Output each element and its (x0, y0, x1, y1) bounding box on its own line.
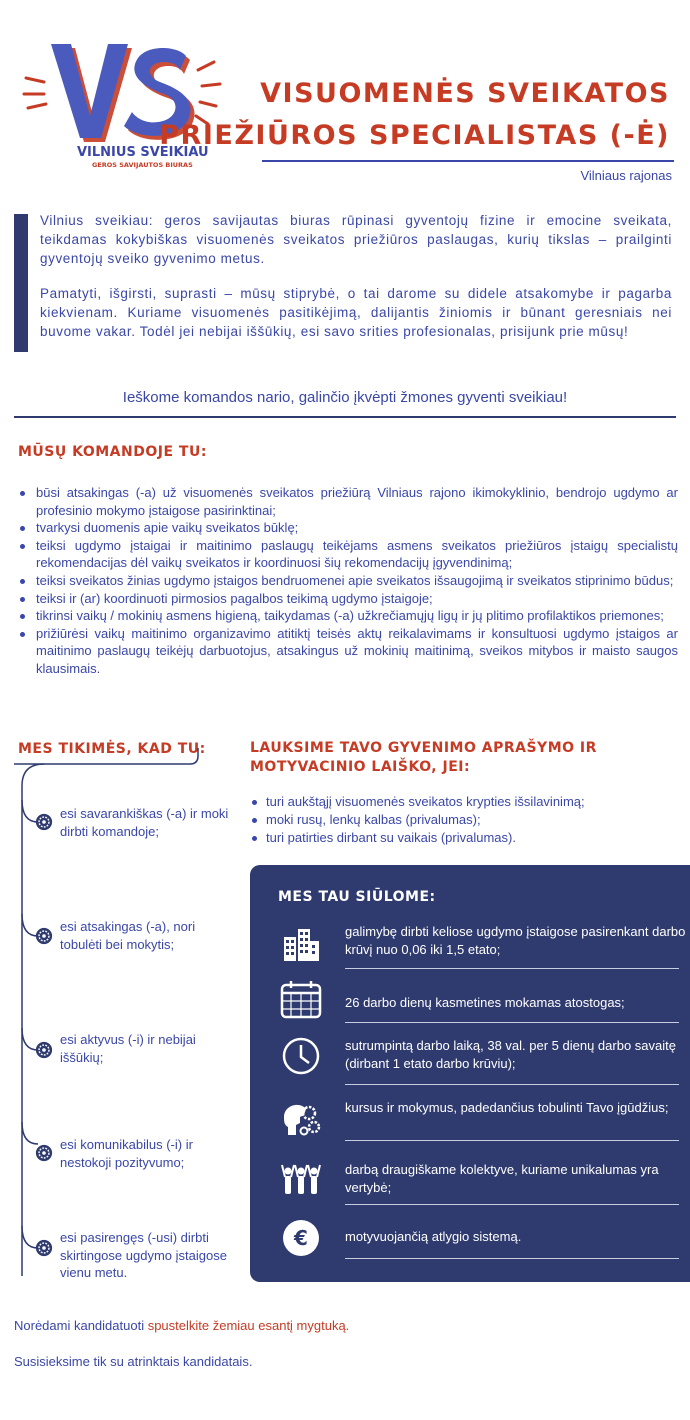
expect-item: esi savarankiškas (-a) ir moki dirbti komandoje; (60, 806, 229, 839)
contact-note: Susisieksime tik su atrinktais kandidatais. (14, 1354, 253, 1369)
vilnius-sveikiau-logo (22, 40, 232, 180)
list-item: būsi atsakingas (-a) už visuomenės sveikatos priežiūrą Vilniaus rajono ikimokyklinio, bendrojo ugdymo ar profesinio mokymo įstaigose pasirinktinai; (18, 484, 678, 519)
offer-heading: MES TAU SIŪLOME: (278, 889, 436, 905)
list-item: teiksi ugdymo įstaigai ir maitinimo paslaugų teikėjams asmens sveikatos priežiūros įstaigų specialistų rekomendacijas dėl vaikų sveikatos ir koordinuosi šių rekomendacijų įgyvendinimą; (18, 537, 678, 572)
job-title-line-1: VISUOMENĖS SVEIKATOS (260, 78, 670, 109)
apply-instructions-text: Norėdami kandidatuoti (14, 1318, 148, 1333)
euro-icon (280, 1217, 322, 1259)
offer-item-text: 26 darbo dienų kasmetines mokamas atostogas; (345, 995, 625, 1010)
offer-item-text: darbą draugiškame kolektyve, kuriame unikalumas yra vertybė; (345, 1162, 659, 1195)
expect-item: esi pasirengęs (-usi) dirbti skirtingose ugdymo įstaigose vienu metu. (60, 1230, 227, 1280)
apply-instructions (14, 1318, 349, 1333)
list-item: prižiūrėsi vaikų maitinimo organizavimo atitiktį teisės aktų reikalavimams ir konsultuosi ugdymo įstaigos ar maitinimo paslaugų teikėjų darbuotojus, atsakingus už mokinių maitinimą, sveikos mitybos ir maisto saugos klausimais. (18, 625, 678, 678)
responsibilities-list (18, 484, 678, 678)
list-item: teiksi sveikatos žinias ugdymo įstaigos bendruomenei apie sveikatos išsaugojimą ir sveikatos stiprinimo būdus; (18, 572, 678, 590)
list-item: tikrinsi vaikų / mokinių asmens higieną, taikydamas (-a) užkrečiamųjų ligų ir jų plitimo profilaktikos priemones; (18, 607, 678, 625)
intro-paragraph-1: Vilnius sveikiau: geros savijautas biuras rūpinasi gyventojų fizine ir emocine sveikata, teikdamas kokybiškas visuomenės sveikatos priežiūros paslaugas, kurių tikslas – prailginti gyventojų sveiko gyvenimo metus. (40, 213, 672, 266)
offer-item-text: sutrumpintą darbo laiką, 38 val. per 5 dienų darbo savaitę (dirbant 1 etato darbo krūviu); (345, 1038, 676, 1071)
expect-item: esi komunikabilus (-i) ir nestokoji pozityvumo; (60, 1137, 193, 1170)
offer-divider (345, 968, 679, 969)
list-item: turi patirties dirbant su vaikais (privalumas). (250, 829, 680, 847)
calendar-icon (280, 979, 322, 1021)
gear-bullet-icon (35, 1144, 53, 1162)
requirements-list (250, 793, 680, 847)
gear-bullet-icon (35, 1041, 53, 1059)
svg-text:GEROS SAVIJAUTOS BIURAS: GEROS SAVIJAUTOS BIURAS (92, 161, 193, 169)
offer-divider (345, 1084, 679, 1085)
expect-item: esi aktyvus (-i) ir nebijai iššūkių; (60, 1032, 196, 1065)
offer-divider (345, 1140, 679, 1141)
team-icon (280, 1157, 322, 1199)
apply-link[interactable]: spustelkite žemiau esantį mygtuką. (147, 1318, 350, 1333)
list-item: tvarkysi duomenis apie vaikų sveikatos būklę; (18, 519, 678, 537)
intro-accent-bar (14, 214, 28, 352)
svg-text:VILNIUS SVEIKIAU: VILNIUS SVEIKIAU (77, 145, 209, 160)
intro-paragraph-2: Pamatyti, išgirsti, suprasti – mūsų stiprybė, o tai darome su didele atsakomybe ir pagarba kiekvienam. Kuriame visuomenės pasitikėjimą, dalijantis žiniomis ir būnant geresniais nei buvome vakar. Todėl jei nebijai iššūkių, esi savo srities profesionalas, prisijunk prie mūsų! (40, 286, 672, 339)
gear-bullet-icon (35, 813, 53, 831)
expect-section-heading: MES TIKIMĖS, KAD TU: (18, 741, 206, 757)
offer-item-text: kursus ir mokymus, padedančius tobulinti Tavo įgūdžius; (345, 1100, 669, 1115)
clock-icon (280, 1035, 322, 1077)
buildings-icon (280, 923, 322, 965)
offer-divider (345, 1204, 679, 1205)
gear-bullet-icon (35, 1239, 53, 1257)
head-gears-icon (280, 1097, 322, 1139)
list-item: teiksi ir (ar) koordinuoti pirmosios pagalbos teikimą ugdymo įstaigoje; (18, 590, 678, 608)
expect-item: esi atsakingas (-a), nori tobulėti bei mokytis; (60, 919, 196, 952)
offer-divider (345, 1258, 679, 1259)
job-location: Vilniaus rajonas (580, 168, 672, 183)
offer-divider (345, 1022, 679, 1023)
title-divider (262, 160, 674, 162)
svg-text:€: € (294, 1226, 308, 1250)
team-section-heading: MŪSŲ KOMANDOJE TU: (18, 444, 207, 460)
offer-panel (250, 865, 690, 1282)
tagline: Ieškome komandos nario, galinčio įkvėpti žmones gyventi sveikiau! (122, 389, 568, 406)
gear-bullet-icon (35, 927, 53, 945)
offer-item-text: motyvuojančią atlygio sistemą. (345, 1229, 522, 1244)
list-item: turi aukštąjį visuomenės sveikatos krypties išsilavinimą; (250, 793, 680, 811)
tagline-divider (14, 416, 676, 418)
apply-section-heading: LAUKSIME TAVO GYVENIMO APRAŠYMO IR MOTYVACINIO LAIŠKO, JEI: (250, 740, 597, 775)
job-title-line-2: PRIEŽIŪROS SPECIALISTAS (-Ė) (159, 120, 670, 151)
list-item: moki rusų, lenkų kalbas (privalumas); (250, 811, 680, 829)
offer-item-text: galimybę dirbti keliose ugdymo įstaigose pasirenkant darbo krūvį nuo 0,06 iki 1,5 etato; (345, 924, 686, 957)
